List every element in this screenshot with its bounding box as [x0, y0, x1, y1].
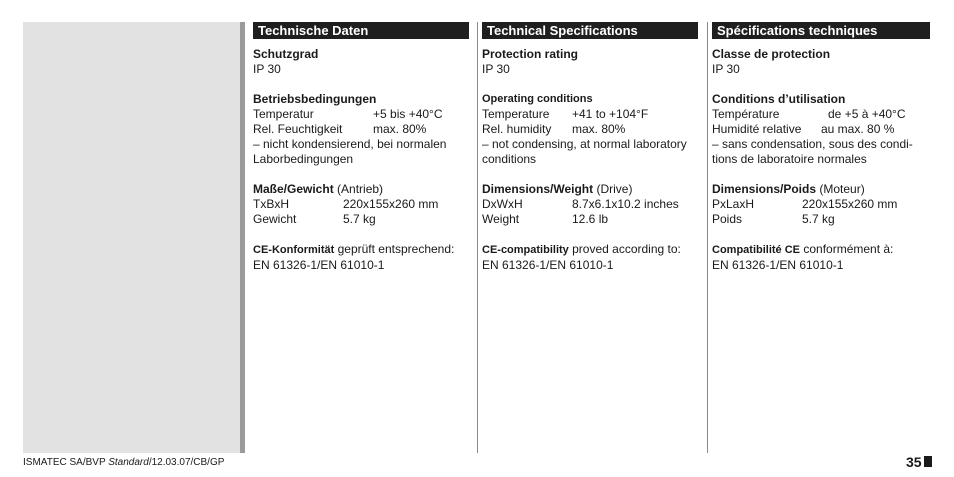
column-french — [712, 22, 930, 288]
dimensions-label: PxLaxH — [712, 197, 755, 211]
dimensions-row — [253, 197, 469, 212]
operating-title: Conditions d’utilisation — [712, 92, 846, 106]
column-header-text: Technical Specifications — [487, 23, 638, 38]
page-marker — [924, 456, 932, 467]
dimensions-row — [712, 197, 930, 212]
humidity-label: Humidité relative — [712, 122, 802, 136]
ce-text: geprüft entsprechend: — [334, 242, 455, 256]
operating-note-1: – nicht kondensierend, bei normalen — [253, 137, 447, 151]
operating-block — [482, 92, 698, 167]
ce-block — [712, 242, 930, 273]
operating-note-1: – not condensing, at normal laboratory — [482, 137, 687, 151]
page-number: 35 — [906, 454, 922, 470]
footer-date: /12.03.07/CB/GP — [148, 457, 225, 468]
footer-company: ISMATEC SA/BVP — [23, 457, 109, 468]
footer-reference — [23, 457, 224, 469]
operating-title: Operating conditions — [482, 93, 593, 105]
humidity-row — [482, 122, 698, 137]
dimensions-title-line — [712, 182, 930, 197]
ce-text: proved according to: — [568, 242, 681, 256]
protection-block — [712, 47, 930, 77]
operating-note-2: tions de laboratoire normales — [712, 152, 867, 166]
side-panel — [23, 22, 240, 453]
dimensions-suffix: (Moteur) — [816, 182, 865, 196]
protection-block — [482, 47, 698, 77]
temperature-value: +5 bis +40°C — [373, 107, 443, 121]
dimensions-suffix: (Drive) — [593, 182, 633, 196]
dimensions-value: 220x155x260 mm — [802, 197, 898, 211]
weight-row — [253, 212, 469, 227]
column-header — [712, 22, 930, 39]
ce-title: Compatibilité CE — [712, 244, 801, 256]
ce-title: CE-compatibility — [482, 244, 569, 256]
weight-row — [482, 212, 698, 227]
dimensions-row — [482, 197, 698, 212]
dimensions-value: 220x155x260 mm — [343, 197, 439, 211]
ce-text: conformément à: — [800, 242, 894, 256]
ce-block — [253, 242, 469, 273]
ce-title-line — [253, 242, 469, 258]
dimensions-block — [482, 182, 698, 227]
operating-block — [253, 92, 469, 167]
ce-title: CE-Konformität — [253, 244, 335, 256]
temperature-row — [482, 107, 698, 122]
protection-value: IP 30 — [253, 62, 281, 76]
weight-value: 5.7 kg — [343, 212, 376, 226]
humidity-value: au max. 80 % — [821, 122, 895, 136]
dimensions-title: Dimensions/Weight — [482, 182, 594, 196]
dimensions-block — [712, 182, 930, 227]
humidity-value: max. 80% — [373, 122, 427, 136]
temperature-row — [253, 107, 469, 122]
dimensions-title: Dimensions/Poids — [712, 182, 817, 196]
humidity-value: max. 80% — [572, 122, 626, 136]
column-german — [253, 22, 469, 288]
column-divider-1 — [477, 22, 478, 453]
dimensions-block — [253, 182, 469, 227]
weight-label: Gewicht — [253, 212, 297, 226]
operating-note-1: – sans condensation, sous des condi- — [712, 137, 913, 151]
ce-standard: EN 61326-1/EN 61010-1 — [253, 258, 385, 272]
protection-value: IP 30 — [482, 62, 510, 76]
weight-label: Weight — [482, 212, 520, 226]
column-header — [253, 22, 469, 39]
column-english — [482, 22, 698, 288]
protection-title: Schutzgrad — [253, 47, 319, 61]
protection-value: IP 30 — [712, 62, 740, 76]
ce-standard: EN 61326-1/EN 61010-1 — [482, 258, 614, 272]
dimensions-title-line — [482, 182, 698, 197]
temperature-label: Temperature — [482, 107, 550, 121]
temperature-value: +41 to +104°F — [572, 107, 649, 121]
weight-row — [712, 212, 930, 227]
protection-title: Protection rating — [482, 47, 579, 61]
ce-title-line — [712, 242, 930, 258]
protection-title: Classe de protection — [712, 47, 831, 61]
humidity-label: Rel. Feuchtigkeit — [253, 122, 343, 136]
operating-title: Betriebsbedingungen — [253, 92, 377, 106]
dimensions-label: DxWxH — [482, 197, 523, 211]
temperature-label: Temperatur — [253, 107, 314, 121]
operating-note-2: Laborbedingungen — [253, 152, 354, 166]
side-bar — [240, 22, 245, 453]
dimensions-value: 8.7x6.1x10.2 inches — [572, 197, 679, 211]
column-header-text: Technische Daten — [258, 23, 369, 38]
weight-value: 5.7 kg — [802, 212, 835, 226]
operating-note-2: conditions — [482, 152, 537, 166]
temperature-value: de +5 à +40°C — [828, 107, 906, 121]
temperature-row — [712, 107, 930, 122]
ce-title-line — [482, 242, 698, 258]
footer-model: Standard — [108, 457, 149, 468]
dimensions-label: TxBxH — [253, 197, 289, 211]
ce-block — [482, 242, 698, 273]
weight-value: 12.6 lb — [572, 212, 609, 226]
humidity-row — [253, 122, 469, 137]
temperature-label: Température — [712, 107, 780, 121]
dimensions-title: Maße/Gewicht — [253, 182, 334, 196]
humidity-label: Rel. humidity — [482, 122, 552, 136]
weight-label: Poids — [712, 212, 743, 226]
dimensions-title-line — [253, 182, 469, 197]
protection-block — [253, 47, 469, 77]
dimensions-suffix: (Antrieb) — [333, 182, 384, 196]
ce-standard: EN 61326-1/EN 61010-1 — [712, 258, 844, 272]
column-header-text: Spécifications techniques — [717, 23, 878, 38]
column-divider-2 — [707, 22, 708, 453]
operating-block — [712, 92, 930, 167]
humidity-row — [712, 122, 930, 137]
column-header — [482, 22, 698, 39]
